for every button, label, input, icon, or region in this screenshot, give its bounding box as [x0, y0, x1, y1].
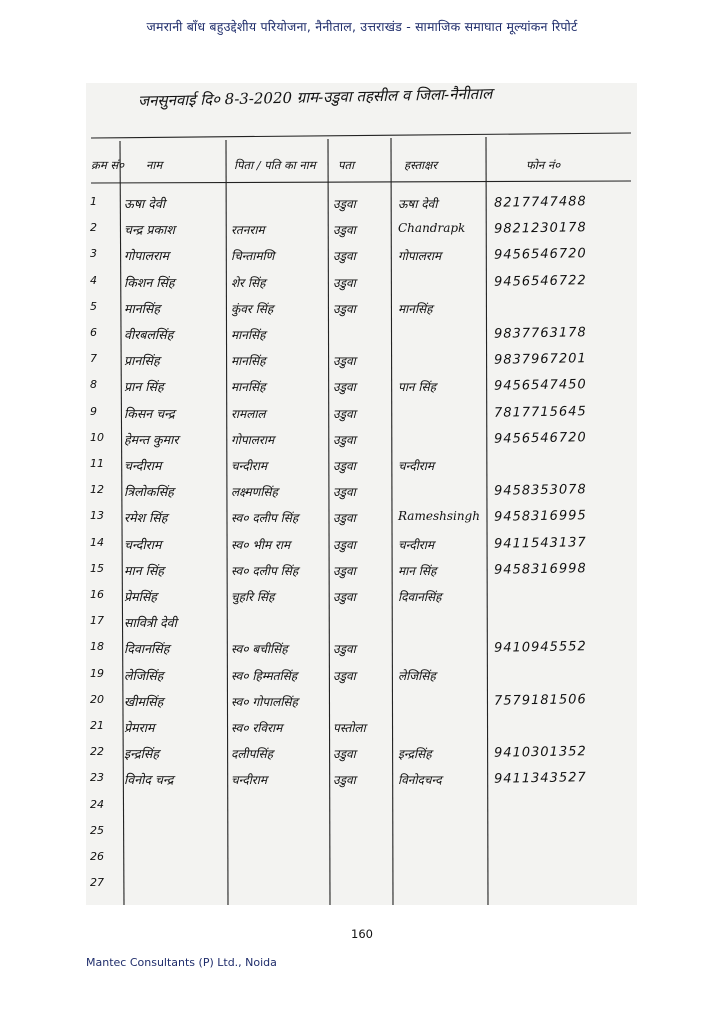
row-phone: 9456546722	[493, 272, 587, 290]
col-header-serial: क्रम सं०	[91, 158, 125, 172]
row-name: मान सिंह	[124, 562, 164, 578]
row-serial: 9	[90, 404, 97, 418]
row-serial: 23	[90, 771, 104, 785]
row-father-name: चुहरि सिंह	[231, 590, 275, 604]
row-village: उडुवा	[333, 459, 356, 473]
row-father-name: स्व० भीम राम	[231, 537, 291, 552]
row-father-name: मानसिंह	[231, 380, 266, 395]
row-village: उडुवा	[333, 432, 356, 447]
row-village: उडुवा	[333, 406, 356, 421]
page-number: 160	[351, 927, 373, 941]
row-village: उडुवा	[333, 511, 356, 526]
footer-company: Mantec Consultants (P) Ltd., Noida	[86, 956, 277, 969]
row-phone: 9837967201	[493, 351, 587, 368]
row-serial: 8	[90, 378, 97, 392]
row-name: खीमसिंह	[124, 693, 164, 709]
row-name: त्रिलोकसिंह	[124, 484, 174, 500]
row-name: गोपालराम	[124, 248, 169, 264]
row-father-name: स्व० दलीप सिंह	[231, 563, 299, 578]
col-header-signature: हस्ताक्षर	[404, 158, 438, 172]
row-phone: 9411343527	[493, 770, 587, 788]
row-signature: Chandrapk	[398, 221, 466, 236]
row-serial: 26	[90, 850, 104, 863]
row-serial: 2	[90, 221, 97, 235]
row-serial: 11	[90, 457, 104, 470]
row-serial: 24	[90, 797, 104, 811]
row-name: रमेश सिंह	[124, 510, 168, 526]
report-header: जमरानी बाँध बहुउद्देशीय परियोजना, नैनीताल, उत्तराखंड - सामाजिक समाघात मूल्यांकन रिपोर्ट	[146, 19, 578, 34]
row-serial: 20	[90, 692, 104, 706]
row-father-name: मानसिंह	[231, 354, 266, 369]
row-name: किसन चन्द्र	[124, 405, 175, 421]
row-signature: चन्दीराम	[398, 537, 435, 552]
row-village: उडुवा	[333, 668, 356, 683]
row-serial: 19	[90, 666, 104, 680]
row-signature: मान सिंह	[398, 563, 437, 578]
row-name: प्रान सिंह	[124, 379, 164, 395]
row-serial: 18	[90, 640, 104, 654]
col-header-name: नाम	[146, 158, 163, 172]
row-village: उडुवा	[333, 590, 356, 604]
scanned-attendance-sheet	[86, 83, 637, 905]
row-signature: इन्द्रसिंह	[398, 747, 432, 762]
row-name: प्रानसिंह	[124, 353, 160, 369]
row-serial: 27	[90, 876, 104, 890]
row-father-name: स्व० गोपालसिंह	[231, 694, 298, 709]
row-father-name: रतनराम	[231, 223, 265, 238]
row-serial: 3	[90, 247, 97, 261]
row-village: पस्तोला	[333, 721, 366, 735]
row-serial: 1	[90, 195, 97, 208]
row-village: उडुवा	[333, 301, 356, 316]
row-father-name: चिन्तामणि	[231, 249, 275, 264]
row-father-name: स्व० दलीप सिंह	[231, 511, 299, 526]
row-signature: विनोदचन्द	[398, 773, 442, 788]
row-phone: 9458353078	[493, 482, 587, 499]
row-village: उडुवा	[333, 197, 356, 211]
row-serial: 16	[90, 588, 104, 601]
row-village: उडुवा	[333, 563, 356, 578]
row-village: उडुवा	[333, 642, 356, 657]
row-father-name: कुंवर सिंह	[231, 301, 274, 316]
row-name: लेजिसिंह	[124, 667, 164, 683]
row-village: उडुवा	[333, 380, 356, 395]
row-name: चन्द्र प्रकाश	[124, 222, 175, 238]
row-father-name: स्व० रविराम	[231, 721, 283, 735]
row-name: विनोद चन्द्र	[124, 772, 174, 788]
row-village: उडुवा	[333, 354, 356, 369]
row-father-name: दलीपसिंह	[231, 747, 274, 762]
row-phone: 9456546720	[493, 246, 587, 264]
col-header-phone: फोन नं०	[526, 158, 561, 172]
row-phone: 9411543137	[493, 534, 587, 552]
row-name: ऊषा देवी	[124, 196, 166, 211]
row-name: मानसिंह	[124, 300, 160, 316]
row-signature: चन्दीराम	[398, 459, 435, 473]
row-serial: 15	[90, 561, 104, 575]
row-phone: 9456546720	[493, 429, 587, 447]
row-father-name: गोपालराम	[231, 432, 275, 447]
row-father-name: चन्दीराम	[231, 459, 268, 473]
row-father-name: चन्दीराम	[231, 773, 268, 788]
row-serial: 17	[90, 614, 104, 628]
row-phone: 9837763178	[493, 325, 587, 342]
row-name: सावित्री देवी	[124, 615, 177, 631]
row-name: वीरबलसिंह	[124, 327, 174, 342]
row-signature: Rameshsingh	[398, 509, 480, 524]
col-header-village: पता	[338, 158, 355, 172]
sheet-title: जनसुनवाई दि० 8-3-2020 ग्राम-उडुवा तहसील व जिला-नैनीताल	[137, 84, 493, 110]
row-signature: लेजिसिंह	[398, 668, 436, 683]
row-signature: पान सिंह	[398, 380, 436, 395]
row-phone: 9456547450	[493, 377, 587, 395]
row-serial: 12	[90, 483, 104, 497]
row-name: हेमन्त कुमार	[124, 431, 179, 447]
col-header-father: पिता / पति का नाम	[234, 158, 316, 172]
row-village: उडुवा	[333, 249, 356, 264]
row-phone: 7817715645	[493, 403, 587, 421]
row-village: उडुवा	[333, 747, 356, 762]
row-signature: मानसिंह	[398, 301, 433, 316]
row-village: उडुवा	[333, 773, 356, 788]
row-name: किशन सिंह	[124, 274, 175, 290]
row-serial: 7	[90, 352, 97, 366]
row-signature: ऊषा देवी	[398, 197, 438, 211]
row-phone: 9458316998	[493, 560, 587, 578]
row-father-name: लक्ष्मणसिंह	[231, 485, 278, 500]
row-phone: 7579181506	[493, 691, 587, 709]
row-father-name: स्व० हिम्मतसिंह	[231, 668, 298, 683]
row-village: उडुवा	[333, 223, 356, 238]
row-serial: 4	[90, 273, 97, 287]
row-signature: दिवानसिंह	[398, 590, 442, 604]
row-serial: 25	[90, 823, 104, 837]
row-signature: गोपालराम	[398, 249, 442, 264]
row-phone: 9410301352	[493, 744, 587, 761]
row-name: प्रेमराम	[124, 720, 155, 735]
row-phone: 9821230178	[493, 220, 587, 237]
row-name: चन्दीराम	[124, 536, 162, 552]
row-village: उडुवा	[333, 485, 356, 500]
row-serial: 5	[90, 299, 97, 313]
row-serial: 6	[90, 326, 97, 339]
row-phone: 8217747488	[493, 194, 587, 211]
row-phone: 9458316995	[493, 508, 587, 526]
row-serial: 14	[90, 535, 104, 549]
row-name: इन्द्रसिंह	[124, 746, 159, 762]
row-name: प्रेमसिंह	[124, 589, 157, 604]
row-name: दिवानसिंह	[124, 641, 170, 657]
row-father-name: मानसिंह	[231, 328, 266, 342]
row-serial: 21	[90, 719, 104, 732]
row-serial: 22	[90, 745, 104, 759]
row-phone: 9410945552	[493, 639, 587, 657]
row-village: उडुवा	[333, 275, 356, 290]
row-father-name: शेर सिंह	[231, 275, 266, 290]
row-village: उडुवा	[333, 537, 356, 552]
row-name: चन्दीराम	[124, 458, 162, 473]
row-serial: 10	[90, 430, 104, 444]
row-father-name: स्व० बचीसिंह	[231, 642, 288, 657]
row-father-name: रामलाल	[231, 406, 266, 421]
row-serial: 13	[90, 509, 104, 523]
